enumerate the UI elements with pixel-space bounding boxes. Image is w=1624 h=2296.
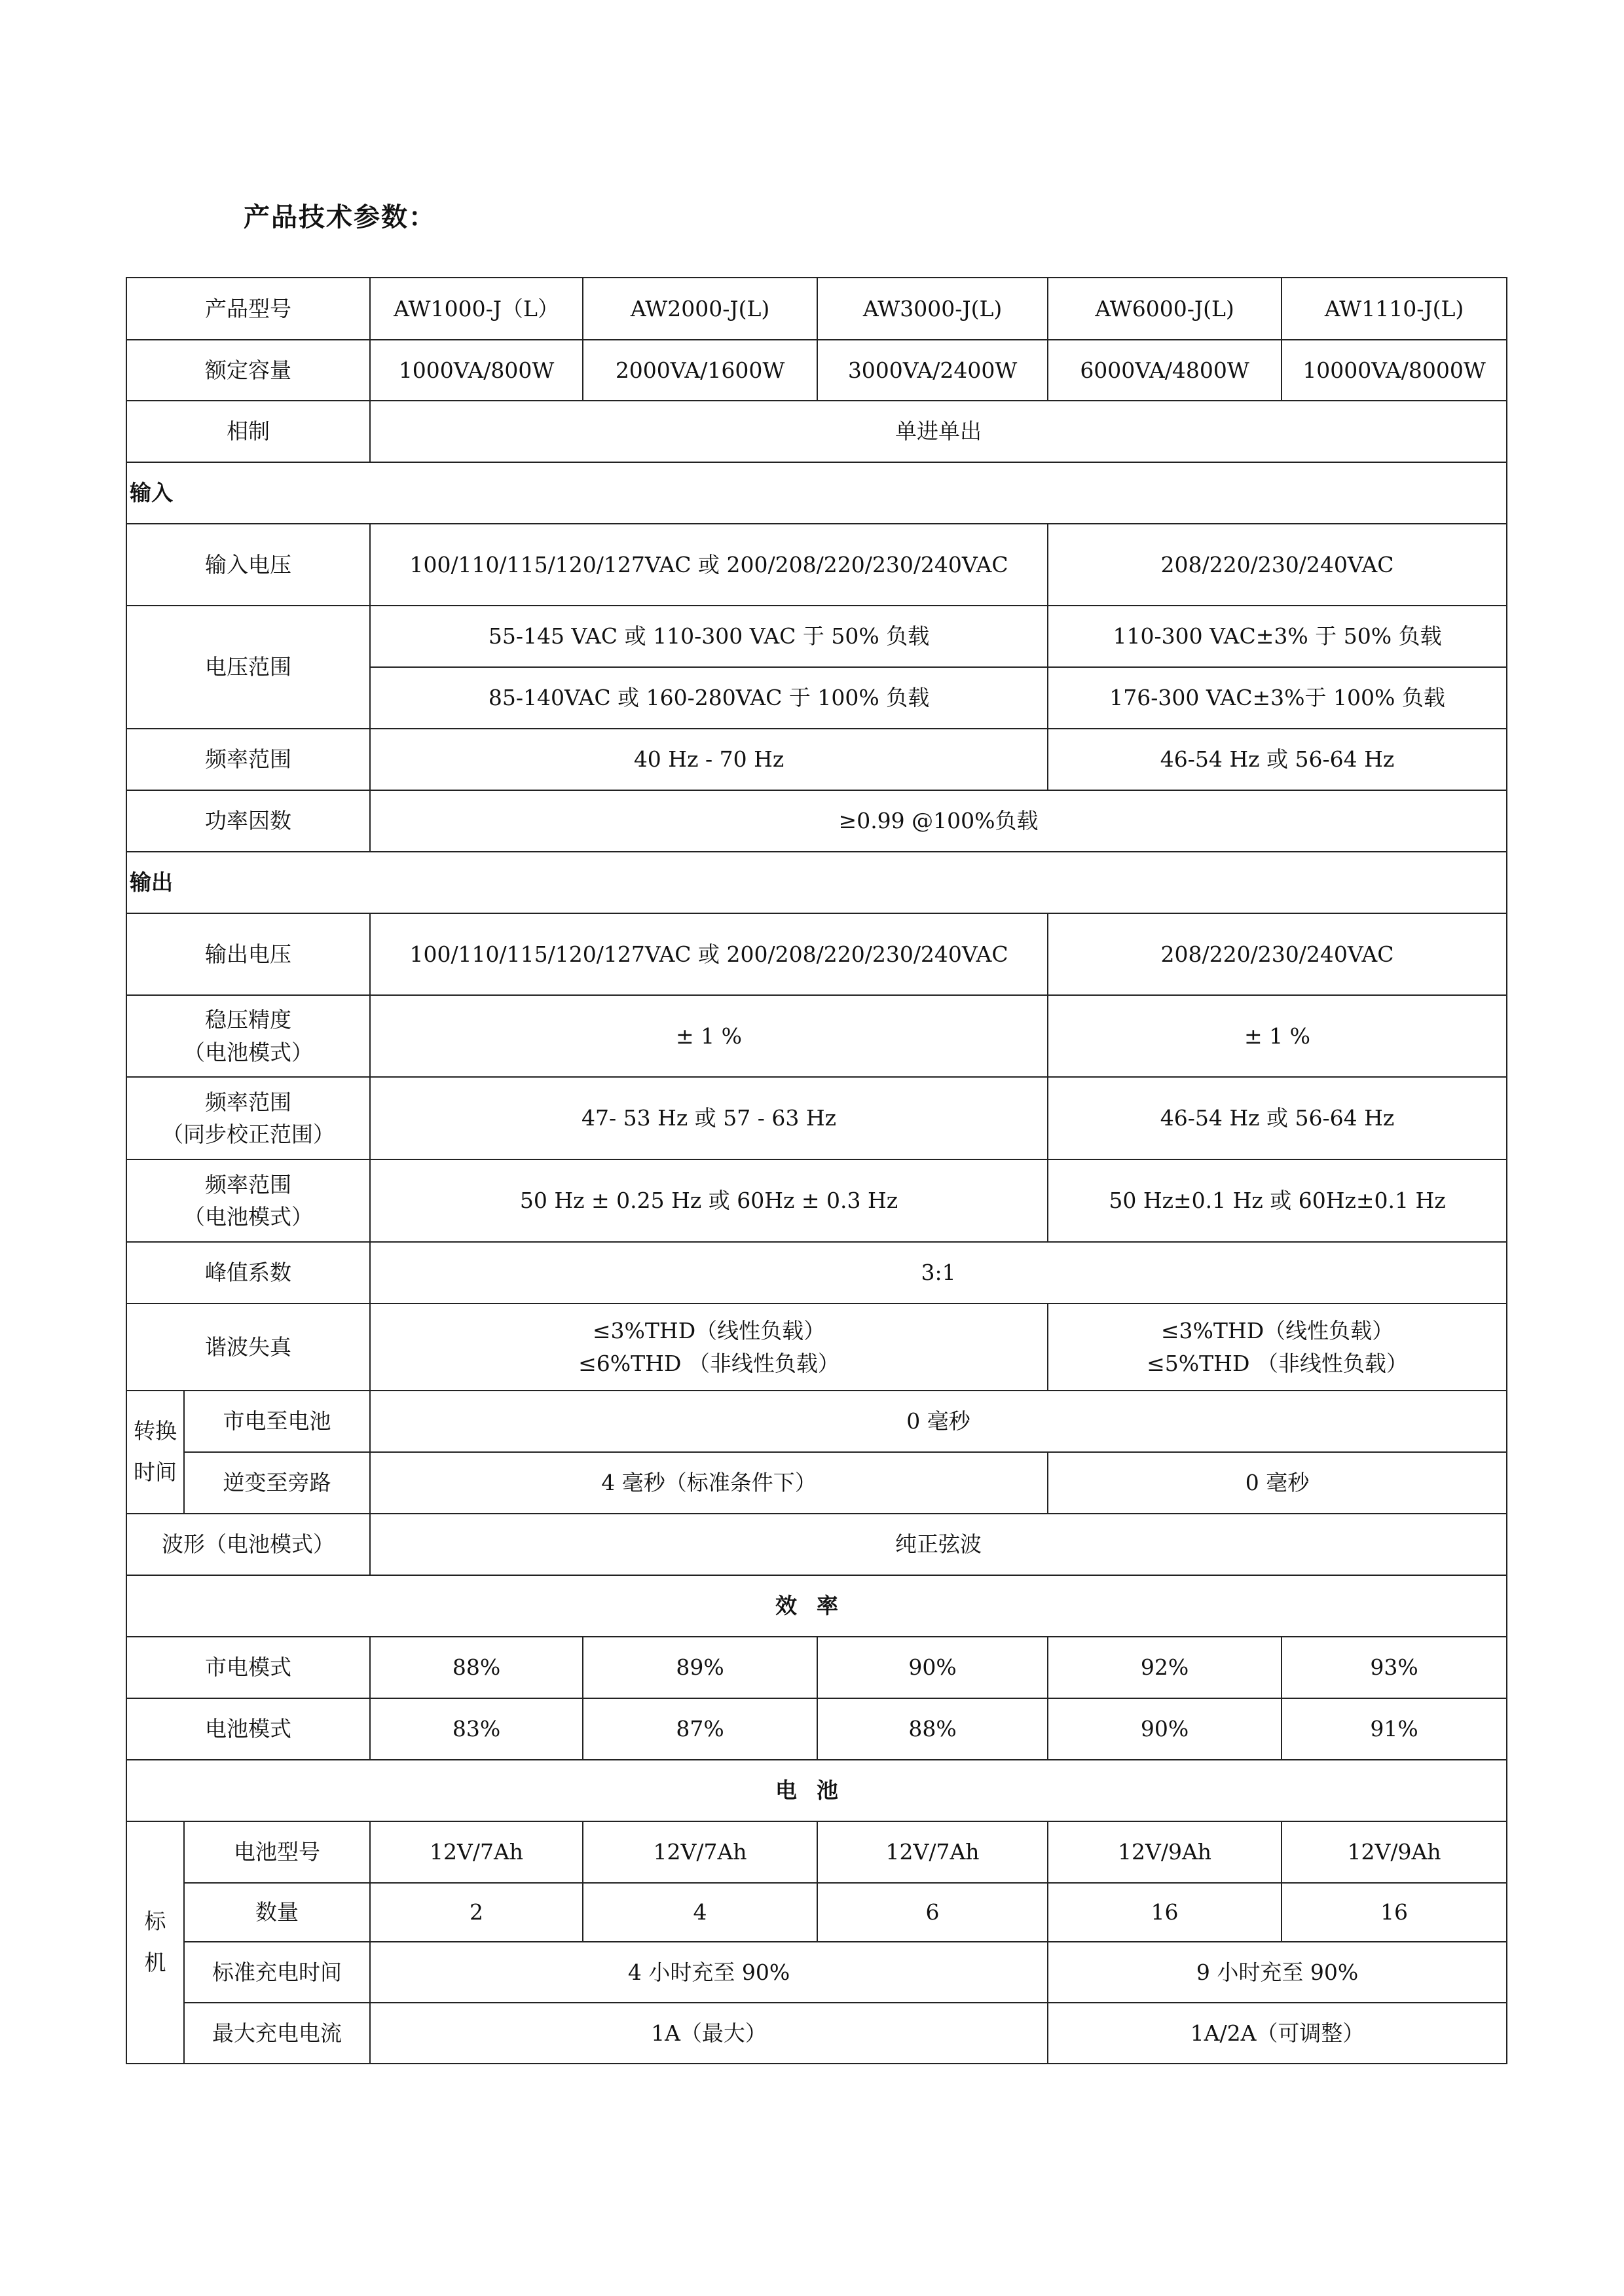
table-row-phase — [126, 401, 1507, 462]
value-cell: 50 Hz±0.1 Hz 或 60Hz±0.1 Hz — [1048, 1159, 1507, 1242]
label-line: （电池模式） — [183, 1039, 314, 1065]
row-sublabel: 标准充电时间 — [184, 1942, 370, 2003]
label-line: 频率范围 — [205, 1171, 292, 1197]
section-battery — [126, 1760, 1507, 1821]
value-cell: 176-300 VAC±3%于 100% 负载 — [1048, 667, 1507, 729]
value-cell: 0 毫秒 — [370, 1391, 1507, 1452]
row-label: 谐波失真 — [126, 1303, 370, 1391]
model-cell: AW2000-J(L) — [583, 278, 817, 340]
value-cell: 208/220/230/240VAC — [1048, 524, 1507, 606]
table-row-transfer-bypass — [126, 1452, 1507, 1514]
row-label: 市电模式 — [126, 1637, 370, 1698]
row-label: 相制 — [126, 401, 370, 462]
value-cell: 1A/2A（可调整） — [1048, 2003, 1507, 2064]
rated-cell: 6000VA/4800W — [1048, 340, 1282, 401]
section-heading: 输出 — [126, 852, 1507, 913]
value-cell: 12V/9Ah — [1048, 1821, 1282, 1883]
model-cell: AW6000-J(L) — [1048, 278, 1282, 340]
value-cell: 83% — [370, 1698, 583, 1760]
row-label — [126, 1391, 184, 1514]
table-row-model — [126, 278, 1507, 340]
rated-cell: 10000VA/8000W — [1282, 340, 1507, 401]
value-cell: 92% — [1048, 1637, 1282, 1698]
table-row-transfer-mains — [126, 1391, 1507, 1452]
value-cell: 208/220/230/240VAC — [1048, 913, 1507, 995]
section-heading: 输入 — [126, 462, 1507, 524]
phase-value: 单进单出 — [370, 401, 1507, 462]
value-cell: 12V/7Ah — [370, 1821, 583, 1883]
section-output — [126, 852, 1507, 913]
section-input — [126, 462, 1507, 524]
value-cell — [370, 1303, 1048, 1391]
value-cell: 90% — [1048, 1698, 1282, 1760]
table-row-charge-current — [126, 2003, 1507, 2064]
row-label: 电池模式 — [126, 1698, 370, 1760]
value-line: ≤3%THD（线性负载） — [592, 1318, 826, 1343]
value-cell: 2 — [370, 1883, 583, 1942]
rated-cell: 3000VA/2400W — [817, 340, 1048, 401]
model-cell: AW3000-J(L) — [817, 278, 1048, 340]
label-line: 标 — [144, 1908, 166, 1935]
label-line: （电池模式） — [183, 1204, 314, 1230]
row-sublabel: 数量 — [184, 1883, 370, 1942]
row-label — [126, 995, 370, 1077]
row-sublabel: 最大充电电流 — [184, 2003, 370, 2064]
value-line: ≤3%THD（线性负载） — [1160, 1318, 1394, 1343]
value-cell: 88% — [817, 1698, 1048, 1760]
value-cell: 89% — [583, 1637, 817, 1698]
document-title: 产品技术参数： — [244, 202, 436, 232]
value-cell: ± 1 % — [1048, 995, 1507, 1077]
row-label — [126, 1077, 370, 1159]
value-cell: 55-145 VAC 或 110-300 VAC 于 50% 负载 — [370, 606, 1048, 667]
value-cell: 91% — [1282, 1698, 1507, 1760]
row-label: 额定容量 — [126, 340, 370, 401]
value-cell: 6 — [817, 1883, 1048, 1942]
value-cell: 85-140VAC 或 160-280VAC 于 100% 负载 — [370, 667, 1048, 729]
rated-cell: 2000VA/1600W — [583, 340, 817, 401]
row-label — [126, 1159, 370, 1242]
value-cell: 纯正弦波 — [370, 1514, 1507, 1575]
value-cell: 9 小时充至 90% — [1048, 1942, 1507, 2003]
spec-table — [126, 277, 1507, 2064]
table-row-freq-battery — [126, 1159, 1507, 1242]
row-label: 频率范围 — [126, 729, 370, 790]
row-sublabel: 市电至电池 — [184, 1391, 370, 1452]
value-cell: 16 — [1048, 1883, 1282, 1942]
row-label: 功率因数 — [126, 790, 370, 852]
table-row-output-voltage — [126, 913, 1507, 995]
table-row-freq-sync — [126, 1077, 1507, 1159]
model-cell: AW1110-J(L) — [1282, 278, 1507, 340]
value-cell: 100/110/115/120/127VAC 或 200/208/220/230/240VAC — [370, 913, 1048, 995]
label-line: 转换 — [134, 1418, 177, 1444]
value-cell: 46-54 Hz 或 56-64 Hz — [1048, 729, 1507, 790]
value-line: ≤6%THD （非线性负载） — [578, 1350, 840, 1376]
table-row-regulation — [126, 995, 1507, 1077]
value-cell: 1A（最大） — [370, 2003, 1048, 2064]
value-cell: 47- 53 Hz 或 57 - 63 Hz — [370, 1077, 1048, 1159]
table-row-thd — [126, 1303, 1507, 1391]
row-label: 输出电压 — [126, 913, 370, 995]
table-row-rated — [126, 340, 1507, 401]
value-cell: 3:1 — [370, 1242, 1507, 1303]
value-cell: 4 毫秒（标准条件下） — [370, 1452, 1048, 1514]
label-line: （同步校正范围） — [162, 1121, 335, 1147]
value-cell: 16 — [1282, 1883, 1507, 1942]
value-cell: 40 Hz - 70 Hz — [370, 729, 1048, 790]
value-line: ≤5%THD （非线性负载） — [1147, 1350, 1408, 1376]
value-cell: 46-54 Hz 或 56-64 Hz — [1048, 1077, 1507, 1159]
table-row-crest — [126, 1242, 1507, 1303]
value-cell: 4 — [583, 1883, 817, 1942]
model-cell: AW1000-J（L） — [370, 278, 583, 340]
label-line: 时间 — [134, 1459, 177, 1485]
value-cell: 12V/7Ah — [817, 1821, 1048, 1883]
value-cell: 88% — [370, 1637, 583, 1698]
table-row-voltage-range — [126, 606, 1507, 667]
value-cell: 12V/7Ah — [583, 1821, 817, 1883]
table-row-input-freq — [126, 729, 1507, 790]
row-group-label — [126, 1821, 184, 2064]
value-cell: 87% — [583, 1698, 817, 1760]
row-label: 波形（电池模式） — [126, 1514, 370, 1575]
value-cell: 4 小时充至 90% — [370, 1942, 1048, 2003]
table-row-eff-battery — [126, 1698, 1507, 1760]
table-row-waveform — [126, 1514, 1507, 1575]
value-cell: ≥0.99 @100%负载 — [370, 790, 1507, 852]
value-cell: 90% — [817, 1637, 1048, 1698]
value-cell: ± 1 % — [370, 995, 1048, 1077]
row-label: 产品型号 — [126, 278, 370, 340]
row-sublabel: 电池型号 — [184, 1821, 370, 1883]
table-row-power-factor — [126, 790, 1507, 852]
value-cell: 12V/9Ah — [1282, 1821, 1507, 1883]
rated-cell: 1000VA/800W — [370, 340, 583, 401]
row-label: 电压范围 — [126, 606, 370, 729]
value-cell: 110-300 VAC±3% 于 50% 负载 — [1048, 606, 1507, 667]
row-sublabel: 逆变至旁路 — [184, 1452, 370, 1514]
label-line: 机 — [144, 1950, 166, 1975]
value-cell: 93% — [1282, 1637, 1507, 1698]
row-label: 输入电压 — [126, 524, 370, 606]
table-row-eff-mains — [126, 1637, 1507, 1698]
table-row-input-voltage — [126, 524, 1507, 606]
table-row-charge-time — [126, 1942, 1507, 2003]
value-cell: 50 Hz ± 0.25 Hz 或 60Hz ± 0.3 Hz — [370, 1159, 1048, 1242]
value-cell: 0 毫秒 — [1048, 1452, 1507, 1514]
value-cell: 100/110/115/120/127VAC 或 200/208/220/230/240VAC — [370, 524, 1048, 606]
section-heading: 电池 — [126, 1760, 1507, 1821]
row-label: 峰值系数 — [126, 1242, 370, 1303]
label-line: 稳压精度 — [205, 1007, 292, 1032]
section-efficiency — [126, 1575, 1507, 1637]
section-heading: 效率 — [126, 1575, 1507, 1637]
table-row-battery-count — [126, 1883, 1507, 1942]
label-line: 频率范围 — [205, 1089, 292, 1115]
table-row-battery-model — [126, 1821, 1507, 1883]
value-cell — [1048, 1303, 1507, 1391]
